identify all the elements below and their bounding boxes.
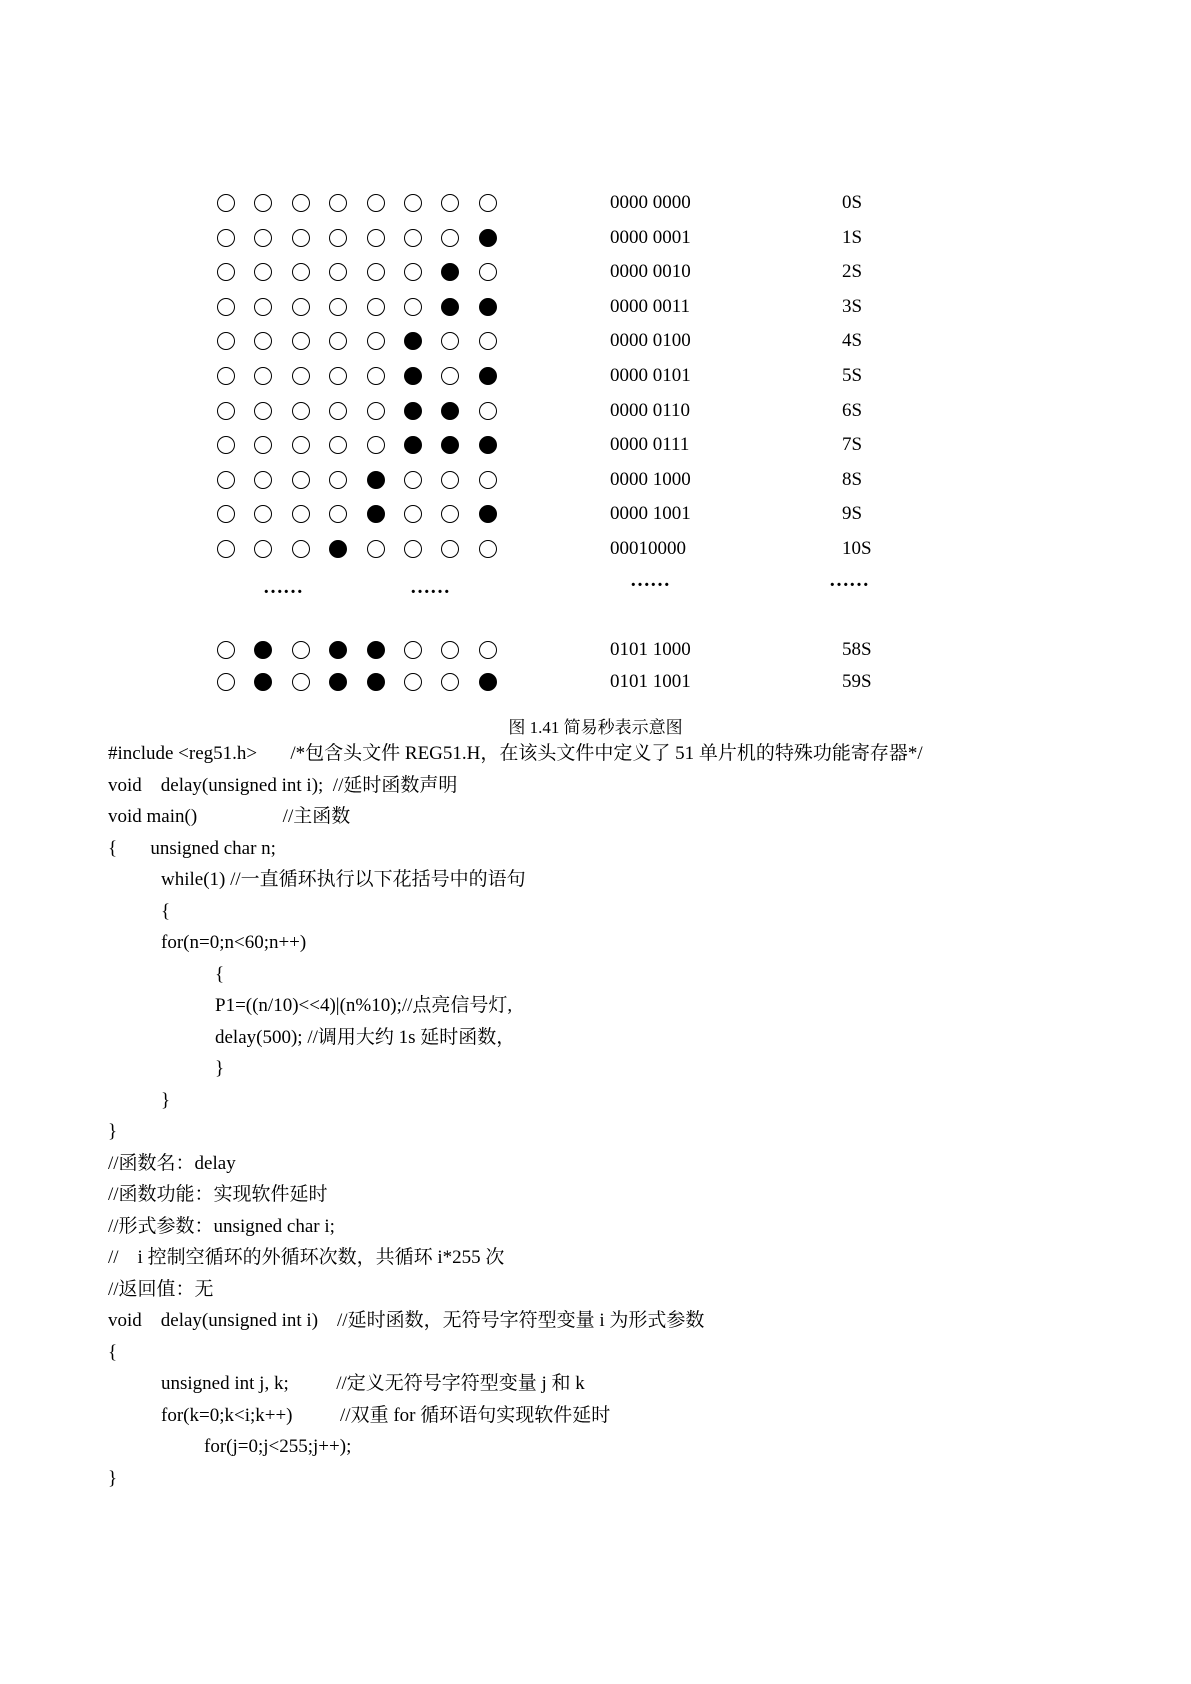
code-line: //函数功能：实现软件延时 [108,1184,328,1205]
led-off-icon [329,367,347,385]
led-off-icon [329,263,347,281]
led-off-icon [254,263,272,281]
binary-value: 0101 1001 [610,671,691,692]
led-off-icon [441,229,459,247]
led-on-icon [479,436,497,454]
led-off-icon [404,641,422,659]
code-line: } [161,1089,171,1111]
led-off-icon [254,367,272,385]
led-off-icon [404,263,422,281]
led-on-icon [329,641,347,659]
binary-value: 0000 1000 [610,468,691,490]
led-off-icon [367,229,385,247]
code-line: } [108,1121,118,1142]
code-line: //返回值：无 [108,1278,214,1300]
led-off-icon [292,641,310,659]
figure-caption: 图 1.41 简易秒表示意图 [508,718,683,737]
led-off-icon [254,229,272,247]
led-off-icon [329,471,347,489]
binary-value: 00010000 [610,538,686,559]
seconds-value: 1S [842,226,863,248]
led-off-icon [292,263,310,281]
code-line: { [215,963,225,985]
seconds-value: 58S [842,639,872,660]
seconds-value: 3S [842,295,863,317]
seconds-value: 6S [842,399,863,421]
binary-value: 0000 0001 [610,226,691,248]
led-off-icon [292,367,310,385]
led-off-icon [254,332,272,350]
led-off-icon [367,436,385,454]
led-off-icon [217,263,235,281]
led-off-icon [292,332,310,350]
led-off-icon [479,263,497,281]
code-line: void main() //主函数 [108,806,351,827]
led-off-icon [329,332,347,350]
seconds-value: 59S [842,671,872,692]
led-off-icon [217,298,235,316]
seconds-value: 4S [842,330,863,352]
led-on-icon [254,673,272,691]
led-on-icon [479,229,497,247]
led-on-icon [404,402,422,420]
led-off-icon [292,194,310,212]
led-on-icon [479,367,497,385]
led-off-icon [254,471,272,489]
led-off-icon [292,471,310,489]
led-on-icon [441,298,459,316]
code-line: while(1) //一直循环执行以下花括号中的语句 [161,869,526,890]
led-off-icon [217,540,235,558]
led-off-icon [479,540,497,558]
code-line: for(j=0;j<255;j++); [204,1436,352,1457]
led-on-icon [404,332,422,350]
led-on-icon [367,673,385,691]
led-off-icon [217,471,235,489]
ellipsis: …… [829,569,869,591]
led-off-icon [367,402,385,420]
led-on-icon [479,505,497,523]
led-off-icon [329,229,347,247]
led-on-icon [329,673,347,691]
code-line: // i 控制空循环的外循环次数，共循环 i*255 次 [108,1247,505,1268]
led-off-icon [217,332,235,350]
led-off-icon [367,263,385,281]
led-off-icon [217,402,235,420]
led-off-icon [254,194,272,212]
binary-value: 0000 0111 [610,434,690,456]
code-line: { [108,1341,118,1363]
led-on-icon [329,540,347,558]
code-line: } [108,1467,118,1489]
seconds-value: 8S [842,468,863,490]
led-off-icon [217,229,235,247]
led-off-icon [441,471,459,489]
led-off-icon [217,436,235,454]
binary-value: 0000 0011 [610,295,691,317]
code-line: void delay(unsigned int i) //延时函数，无符号字符型变量 i 为形式参数 [108,1310,705,1331]
led-off-icon [367,194,385,212]
led-off-icon [404,471,422,489]
led-off-icon [441,673,459,691]
code-line: unsigned int j, k; //定义无符号字符型变量 j 和 k [161,1373,585,1394]
seconds-value: 7S [842,434,863,456]
led-off-icon [479,471,497,489]
led-off-icon [404,229,422,247]
led-on-icon [254,641,272,659]
binary-value: 0000 0000 [610,192,691,213]
code-line: //函数名：delay [108,1152,236,1174]
led-off-icon [479,641,497,659]
led-off-icon [217,194,235,212]
led-on-icon [367,641,385,659]
code-line: { [161,900,171,922]
led-off-icon [479,402,497,420]
led-off-icon [441,540,459,558]
led-on-icon [441,436,459,454]
led-off-icon [254,402,272,420]
seconds-value: 9S [842,503,863,525]
led-off-icon [441,367,459,385]
led-off-icon [217,505,235,523]
ellipsis: …… [410,576,450,598]
led-off-icon [404,298,422,316]
led-off-icon [367,540,385,558]
led-on-icon [367,471,385,489]
led-off-icon [441,505,459,523]
led-on-icon [441,263,459,281]
led-off-icon [329,298,347,316]
led-on-icon [404,367,422,385]
led-on-icon [404,436,422,454]
led-off-icon [292,229,310,247]
led-off-icon [292,402,310,420]
led-off-icon [329,194,347,212]
led-off-icon [292,436,310,454]
seconds-value: 5S [842,365,863,386]
binary-value: 0000 0101 [610,365,691,386]
led-on-icon [479,298,497,316]
led-off-icon [217,673,235,691]
led-off-icon [329,505,347,523]
seconds-value: 0S [842,192,863,213]
led-off-icon [292,540,310,558]
led-off-icon [404,540,422,558]
led-off-icon [254,436,272,454]
led-off-icon [479,194,497,212]
led-off-icon [217,641,235,659]
ellipsis: …… [630,569,670,591]
code-line: delay(500); //调用大约 1s 延时函数， [215,1026,516,1048]
led-off-icon [292,505,310,523]
led-off-icon [404,673,422,691]
led-off-icon [329,436,347,454]
code-line: //形式参数：unsigned char i; [108,1215,335,1237]
led-off-icon [441,332,459,350]
led-off-icon [367,332,385,350]
binary-value: 0000 0110 [610,399,691,421]
led-on-icon [367,505,385,523]
code-line: for(k=0;k<i;k++) //双重 for 循环语句实现软件延时 [161,1404,611,1426]
led-off-icon [479,332,497,350]
code-line: P1=((n/10)<<4)|(n%10);//点亮信号灯, [215,995,513,1016]
code-line: void delay(unsigned int i); //延时函数声明 [108,774,458,796]
led-off-icon [441,194,459,212]
led-stopwatch-figure [0,0,1191,720]
led-off-icon [404,194,422,212]
led-off-icon [254,540,272,558]
led-off-icon [217,367,235,385]
led-off-icon [329,402,347,420]
binary-value: 0000 0010 [610,261,691,283]
code-line: { unsigned char n; [108,837,276,859]
led-on-icon [441,402,459,420]
led-off-icon [441,641,459,659]
led-off-icon [367,367,385,385]
led-off-icon [254,298,272,316]
led-on-icon [479,673,497,691]
led-off-icon [404,505,422,523]
code-line: } [215,1058,225,1079]
binary-value: 0101 1000 [610,639,691,660]
code-line: for(n=0;n<60;n++) [161,932,307,953]
led-off-icon [367,298,385,316]
binary-value: 0000 1001 [610,503,691,525]
led-off-icon [292,298,310,316]
seconds-value: 10S [842,538,872,559]
led-off-icon [254,505,272,523]
led-off-icon [292,673,310,691]
seconds-value: 2S [842,261,863,283]
code-line: #include <reg51.h> /*包含头文件 REG51.H，在该头文件中定义了 51 单片机的特殊功能寄存器*/ [108,743,923,764]
binary-value: 0000 0100 [610,330,691,352]
ellipsis: …… [263,576,303,598]
